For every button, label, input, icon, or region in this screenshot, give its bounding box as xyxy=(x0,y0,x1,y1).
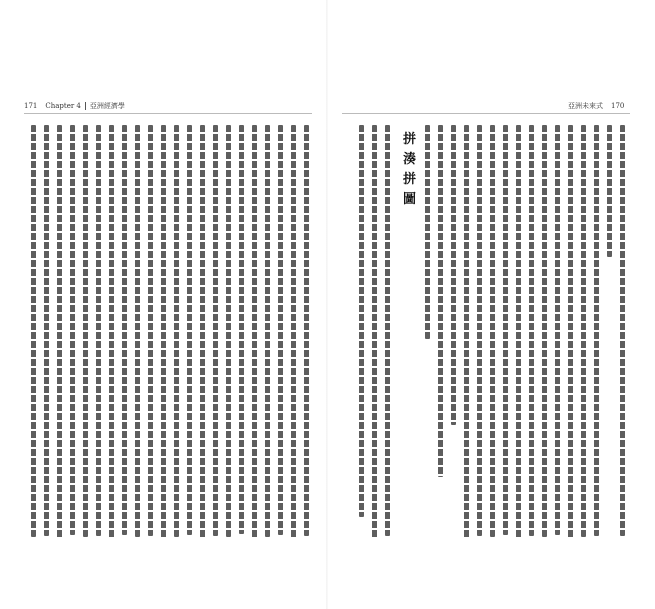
text-column xyxy=(304,125,309,536)
text-column xyxy=(148,125,153,536)
text-column xyxy=(516,125,521,538)
text-column xyxy=(490,125,495,537)
text-column xyxy=(226,125,231,537)
text-column xyxy=(83,125,88,537)
text-column xyxy=(385,125,390,536)
right-chapter-title: 亞洲未來式 xyxy=(568,102,603,110)
section-heading: 拼湊拼圖 xyxy=(402,132,417,207)
right-page-number: 170 xyxy=(611,102,625,110)
running-head-divider xyxy=(85,102,86,110)
right-body-text xyxy=(346,125,628,540)
text-column xyxy=(252,125,257,538)
text-column xyxy=(31,125,36,537)
text-column xyxy=(568,125,573,538)
text-column xyxy=(57,125,62,538)
text-column xyxy=(109,125,114,538)
text-column xyxy=(161,125,166,538)
text-column xyxy=(359,125,364,517)
text-column xyxy=(96,125,101,536)
text-column xyxy=(187,125,192,535)
text-column xyxy=(174,125,179,537)
left-running-head xyxy=(24,99,125,113)
text-column xyxy=(607,125,612,257)
left-page xyxy=(0,0,326,609)
text-column xyxy=(213,125,218,536)
right-running-head xyxy=(568,99,624,113)
chapter-label: Chapter 4 xyxy=(45,102,81,110)
text-column xyxy=(438,125,443,477)
text-column xyxy=(278,125,283,535)
text-column xyxy=(135,125,140,537)
text-column xyxy=(529,125,534,536)
text-column xyxy=(620,125,625,536)
text-column xyxy=(464,125,469,538)
left-body-text xyxy=(28,125,310,540)
text-column xyxy=(44,125,49,536)
text-column xyxy=(477,125,482,536)
left-chapter-title: 亞洲經濟學 xyxy=(89,102,125,110)
text-column xyxy=(542,125,547,537)
text-column xyxy=(239,125,244,534)
right-header-rule xyxy=(342,113,630,114)
text-column xyxy=(581,125,586,537)
right-page xyxy=(328,0,655,609)
text-column xyxy=(503,125,508,535)
text-column xyxy=(291,125,296,538)
left-header-rule xyxy=(24,113,312,114)
text-column xyxy=(70,125,75,535)
text-column xyxy=(555,125,560,535)
text-column xyxy=(200,125,205,538)
left-page-number: 171 xyxy=(24,102,38,110)
text-column xyxy=(372,125,377,538)
text-column xyxy=(451,125,456,425)
text-column xyxy=(265,125,270,537)
text-column xyxy=(594,125,599,536)
text-column xyxy=(122,125,127,535)
text-column xyxy=(425,125,430,339)
